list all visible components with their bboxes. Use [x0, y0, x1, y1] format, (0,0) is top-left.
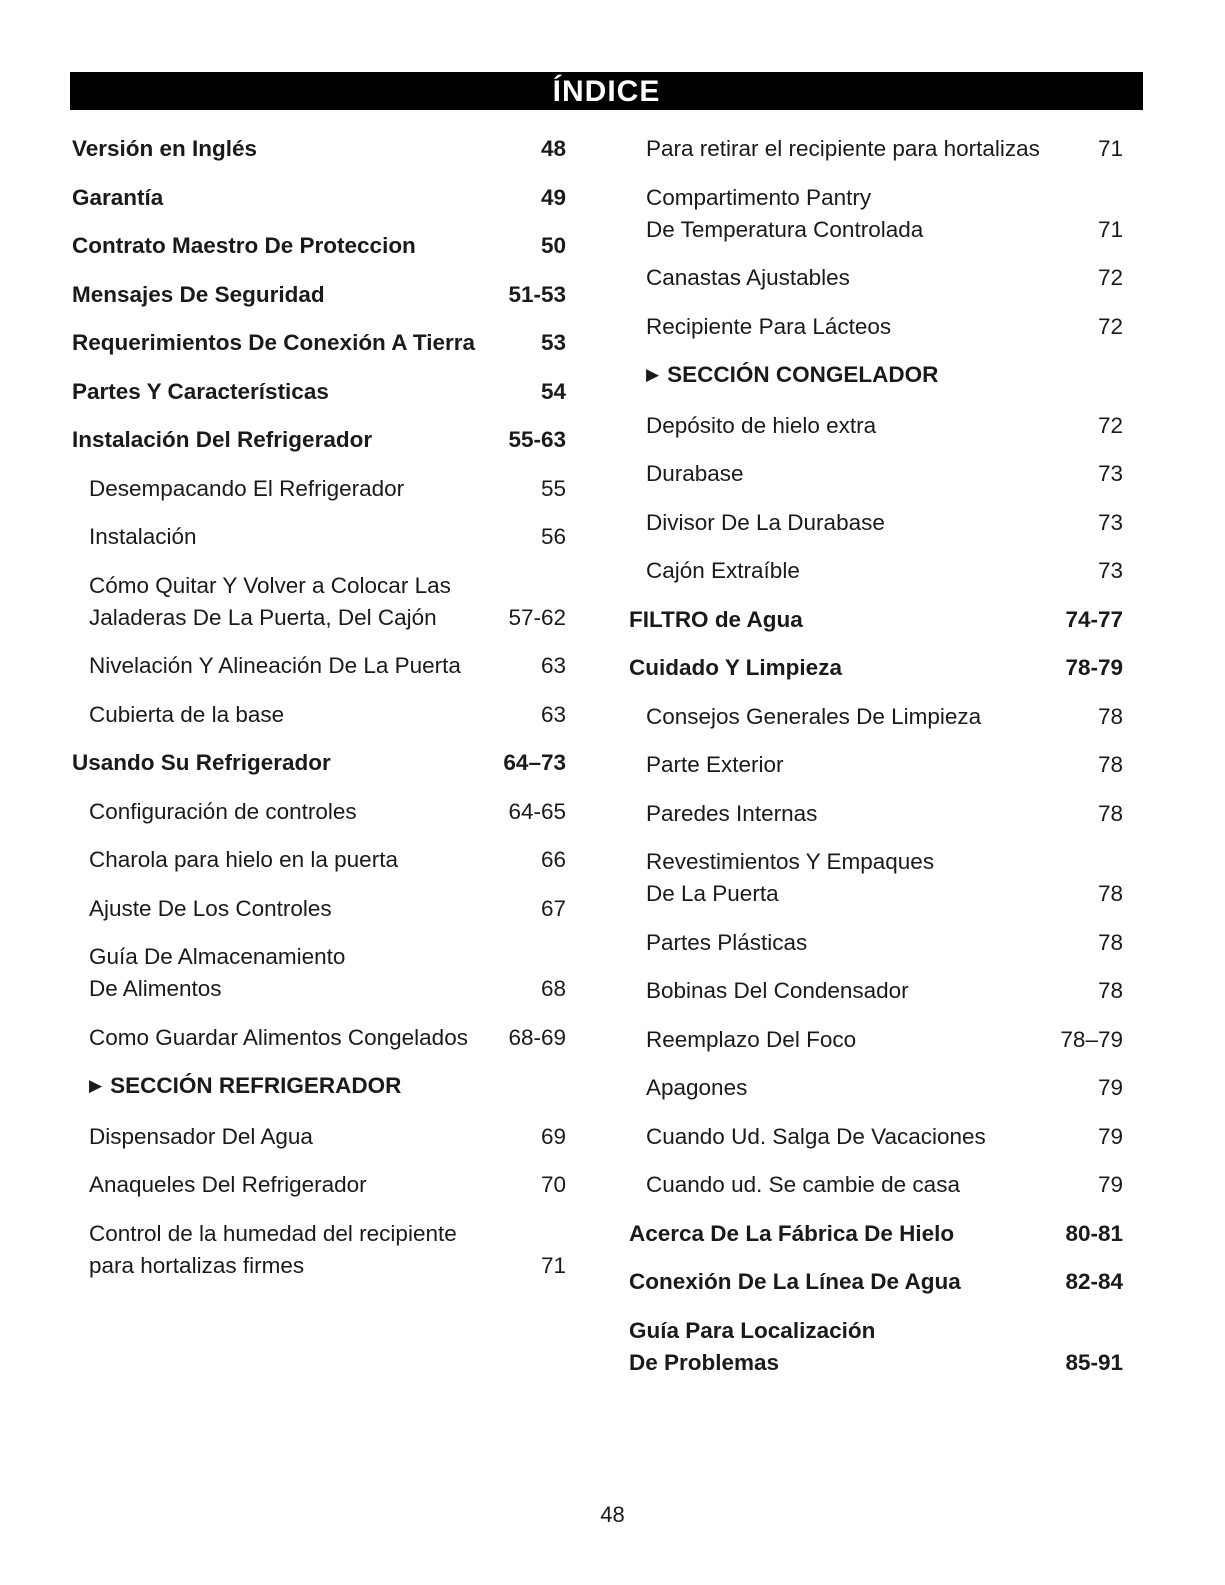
toc-entry-page: 73	[1097, 558, 1123, 583]
toc-entry-label-line: Revestimientos Y Empaques	[646, 849, 935, 874]
toc-entry-label	[72, 279, 500, 311]
toc-entry	[629, 604, 1123, 636]
toc-entry-label-line: Cuidado Y Limpieza	[629, 655, 842, 680]
toc-entry	[629, 311, 1123, 343]
toc-entry-label-line: Compartimento Pantry	[646, 184, 872, 210]
toc-entry-label	[629, 1266, 1057, 1298]
toc-entry-label	[89, 941, 533, 1005]
toc-entry-label-line: SECCIÓN CONGELADOR	[667, 362, 939, 387]
toc-entry-label-line: Nivelación Y Alineación De La Puerta	[89, 653, 461, 678]
toc-entry-page: 69	[540, 1123, 566, 1149]
toc-section-heading	[72, 1070, 566, 1104]
toc-entry-page: 71	[540, 1252, 566, 1278]
toc-entry-label-line: Requerimientos De Conexión A Tierra	[72, 330, 476, 355]
toc-entry-page: 72	[1097, 265, 1123, 290]
toc-entry	[629, 701, 1123, 733]
toc-entry-label	[646, 1024, 1052, 1056]
toc-entry-label	[646, 555, 1090, 587]
toc-entry-page: 78–79	[1060, 1026, 1123, 1052]
toc-entry-label-line: Apagones	[646, 1075, 748, 1100]
toc-entry	[629, 652, 1123, 684]
toc-entry-label-line: Durabase	[646, 461, 744, 486]
toc-entry	[629, 975, 1123, 1007]
toc-entry-label	[89, 1121, 533, 1153]
toc-entry	[629, 507, 1123, 539]
toc-entry-label-line: Para retirar el recipiente para hortalizas	[646, 136, 1040, 161]
toc-entry	[72, 376, 566, 408]
toc-entry	[72, 1022, 566, 1054]
toc-entry-label	[646, 798, 1090, 830]
toc-entry-label-line: Como Guardar Alimentos Congelados	[89, 1024, 468, 1050]
toc-entry	[629, 927, 1123, 959]
toc-entry-page: 71	[1097, 136, 1123, 161]
toc-entry-label-line: Charola para hielo en la puerta	[89, 847, 398, 872]
toc-entry	[629, 1024, 1123, 1056]
toc-entry-label	[646, 507, 1090, 539]
toc-entry	[72, 230, 566, 262]
toc-entry	[629, 1072, 1123, 1104]
toc-entry-label	[646, 262, 1090, 294]
toc-entry-page: 82-84	[1065, 1269, 1123, 1294]
toc-entry-label-line: Guía Para Localización	[629, 1317, 876, 1343]
toc-entry-label-line: Cuando Ud. Salga De Vacaciones	[646, 1123, 986, 1149]
toc-entry-label-line: Bobinas Del Condensador	[646, 978, 909, 1003]
toc-entry	[72, 796, 566, 828]
toc-entry-label-line: Desempacando El Refrigerador	[89, 475, 405, 501]
toc-entry	[629, 410, 1123, 442]
toc-entry-page: 73	[1097, 461, 1123, 486]
toc-entry-label-line: Control de la humedad del recipiente	[89, 1220, 457, 1246]
toc-entry-label-line: Cajón Extraíble	[646, 558, 800, 583]
toc-entry-page: 85-91	[1065, 1349, 1123, 1375]
toc-entry-page: 80-81	[1065, 1220, 1123, 1246]
toc-entry-label-line: Guía De Almacenamiento	[89, 944, 346, 969]
toc-entry-label	[72, 230, 533, 262]
toc-entry-page: 74-77	[1065, 606, 1123, 632]
toc-entry-page: 78	[1097, 929, 1123, 955]
toc-entry-page: 79	[1097, 1172, 1123, 1197]
toc-entry-label-line: De Alimentos	[89, 976, 222, 1001]
toc-entry-label-line: Conexión De La Línea De Agua	[629, 1269, 961, 1294]
toc-entry-label	[72, 133, 533, 165]
toc-entry-label	[89, 473, 533, 505]
toc-entry-label-line: Parte Exterior	[646, 752, 784, 777]
toc-entry	[629, 262, 1123, 294]
toc-entry-page: 55-63	[508, 427, 566, 452]
toc-entry-label	[89, 1070, 558, 1104]
toc-entry-label-line: para hortalizas firmes	[89, 1252, 305, 1278]
toc-entry-label-line: Reemplazo Del Foco	[646, 1026, 857, 1052]
toc-entry-label	[89, 893, 533, 925]
toc-entry-page: 68	[540, 976, 566, 1001]
toc-entry-label-line: Versión en Inglés	[72, 136, 258, 161]
toc-entry	[629, 1121, 1123, 1153]
toc-entry-label-line: Partes Y Características	[72, 378, 329, 404]
toc-entry-label-line: Garantía	[72, 184, 164, 210]
toc-entry	[72, 1121, 566, 1153]
toc-entry	[72, 747, 566, 779]
triangle-right-icon: ▶	[646, 365, 660, 384]
toc-entry-label-line: Contrato Maestro De Proteccion	[72, 233, 416, 258]
toc-entry-label-line: De Problemas	[629, 1349, 780, 1375]
toc-entry	[72, 844, 566, 876]
toc-entry	[72, 521, 566, 553]
toc-entry-label	[646, 927, 1090, 959]
triangle-right-icon: ▶	[89, 1076, 103, 1095]
toc-entry	[629, 798, 1123, 830]
toc-entry-page: 78	[1097, 978, 1123, 1003]
toc-entry-label-line: Ajuste De Los Controles	[89, 895, 332, 921]
toc-entry-label-line: Jaladeras De La Puerta, Del Cajón	[89, 604, 437, 630]
toc-entry-page: 78	[1097, 881, 1123, 906]
toc-entry-label	[89, 650, 533, 682]
toc-entry-page: 55	[540, 475, 566, 501]
toc-entry-label	[629, 1315, 1057, 1379]
toc-entry-label-line: Instalación	[89, 524, 197, 549]
toc-entry-page: 68-69	[508, 1024, 566, 1050]
toc-entry	[72, 699, 566, 731]
toc-entry-label	[89, 521, 533, 553]
toc-entry-page: 78	[1097, 752, 1123, 777]
toc-entry	[72, 893, 566, 925]
toc-entry-label-line: Divisor De La Durabase	[646, 509, 885, 535]
toc-entry-label	[629, 604, 1057, 636]
toc-entry	[629, 846, 1123, 910]
toc-entry	[72, 1218, 566, 1282]
toc-entry-label	[646, 458, 1090, 490]
toc-entry-page: 56	[540, 524, 566, 549]
toc-entry-label-line: Canastas Ajustables	[646, 265, 850, 290]
toc-entry-label	[646, 1121, 1090, 1153]
toc-entry-page: 79	[1097, 1075, 1123, 1100]
toc-entry-page: 64-65	[508, 798, 566, 824]
toc-entry	[72, 650, 566, 682]
toc-entry-label	[89, 1169, 533, 1201]
toc-entry-page: 50	[540, 233, 566, 258]
toc-entry-label	[89, 796, 500, 828]
toc-entry-label-line: Dispensador Del Agua	[89, 1123, 313, 1149]
toc-entry-label-line: Configuración de controles	[89, 798, 357, 824]
toc-entry-label	[72, 182, 533, 214]
toc-entry-page: 57-62	[508, 604, 566, 630]
toc-entry-label	[89, 699, 533, 731]
toc-entry	[629, 749, 1123, 781]
toc-entry-page: 64–73	[503, 750, 566, 775]
toc-entry-label-line: FILTRO de Agua	[629, 606, 803, 632]
toc-entry	[72, 1169, 566, 1201]
toc-entry-label-line: Consejos Generales De Limpieza	[646, 703, 982, 729]
toc-entry-label	[89, 1022, 500, 1054]
toc-entry-label	[646, 975, 1090, 1007]
toc-entry-page: 72	[1097, 313, 1123, 339]
toc-entry-label	[646, 1072, 1090, 1104]
toc-entry	[629, 458, 1123, 490]
toc-entry-label	[646, 410, 1090, 442]
toc-entry-label-line: Acerca De La Fábrica De Hielo	[629, 1220, 955, 1246]
toc-entry-label	[72, 327, 533, 359]
toc-entry-page: 71	[1097, 216, 1123, 242]
toc-entry-label-line: Paredes Internas	[646, 800, 818, 826]
toc-entry	[629, 1169, 1123, 1201]
toc-entry-label-line: Depósito de hielo extra	[646, 412, 877, 438]
toc-entry-label-line: Recipiente Para Lácteos	[646, 313, 892, 339]
toc-entry-label-line: SECCIÓN REFRIGERADOR	[110, 1073, 402, 1098]
toc-section-heading	[629, 359, 1123, 393]
toc-entry-label-line: Usando Su Refrigerador	[72, 750, 331, 775]
toc-entry	[72, 941, 566, 1005]
toc-entry	[72, 570, 566, 634]
toc-entry-page: 63	[540, 653, 566, 678]
toc-entry	[72, 133, 566, 165]
toc-entry-page: 63	[540, 701, 566, 727]
toc-entry-label	[646, 311, 1090, 343]
toc-entry	[72, 473, 566, 505]
toc-entry-page: 66	[540, 847, 566, 872]
toc-entry	[629, 1266, 1123, 1298]
toc-entry	[72, 327, 566, 359]
toc-entry-page: 51-53	[508, 281, 566, 307]
toc-entry	[629, 182, 1123, 246]
toc-entry-page: 73	[1097, 509, 1123, 535]
toc-entry-label-line: Cuando ud. Se cambie de casa	[646, 1172, 960, 1197]
toc-entry-label	[646, 1169, 1090, 1201]
toc-entry-page: 78	[1097, 703, 1123, 729]
toc-right-column	[629, 133, 1123, 1395]
toc-entry	[629, 1315, 1123, 1379]
toc-entry-label	[72, 424, 500, 456]
toc-entry	[72, 182, 566, 214]
toc-entry-page: 49	[540, 184, 566, 210]
toc-entry-page: 54	[540, 378, 566, 404]
toc-entry-label	[89, 570, 500, 634]
toc-entry-page: 67	[540, 895, 566, 921]
toc-entry-page: 79	[1097, 1123, 1123, 1149]
toc-entry-label-line: Cómo Quitar Y Volver a Colocar Las	[89, 572, 451, 598]
toc-entry	[629, 133, 1123, 165]
toc-entry-label	[646, 359, 1115, 393]
toc-entry-label-line: Partes Plásticas	[646, 929, 808, 955]
toc-entry-label-line: Anaqueles Del Refrigerador	[89, 1172, 367, 1197]
toc-entry-label	[646, 749, 1090, 781]
toc-entry	[629, 555, 1123, 587]
toc-entry-label	[629, 652, 1057, 684]
toc-entry-label	[646, 133, 1090, 165]
toc-entry-label	[646, 846, 1090, 910]
toc-entry-label	[89, 844, 533, 876]
toc-entry-label	[646, 182, 1090, 246]
toc-entry-label	[72, 747, 495, 779]
toc-entry	[629, 1218, 1123, 1250]
toc-entry-page: 53	[540, 330, 566, 355]
page-title: ÍNDICE	[70, 72, 1143, 110]
toc-entry-label-line: De Temperatura Controlada	[646, 216, 924, 242]
footer-page-number: 48	[600, 1502, 625, 1527]
toc-entry-label	[89, 1218, 533, 1282]
toc-entry-page: 72	[1097, 412, 1123, 438]
toc-entry-page: 78	[1097, 800, 1123, 826]
toc-entry-label-line: De La Puerta	[646, 881, 779, 906]
toc-entry-page: 78-79	[1065, 655, 1123, 680]
toc-entry-label-line: Mensajes De Seguridad	[72, 281, 325, 307]
toc-entry-page: 48	[540, 136, 566, 161]
toc-entry	[72, 279, 566, 311]
toc-entry-label-line: Instalación Del Refrigerador	[72, 427, 373, 452]
toc-entry-label-line: Cubierta de la base	[89, 701, 285, 727]
toc-entry	[72, 424, 566, 456]
toc-entry-label	[646, 701, 1090, 733]
toc-entry-label	[629, 1218, 1057, 1250]
toc-entry-label	[72, 376, 533, 408]
toc-entry-page: 70	[540, 1172, 566, 1197]
toc-left-column	[72, 133, 566, 1298]
